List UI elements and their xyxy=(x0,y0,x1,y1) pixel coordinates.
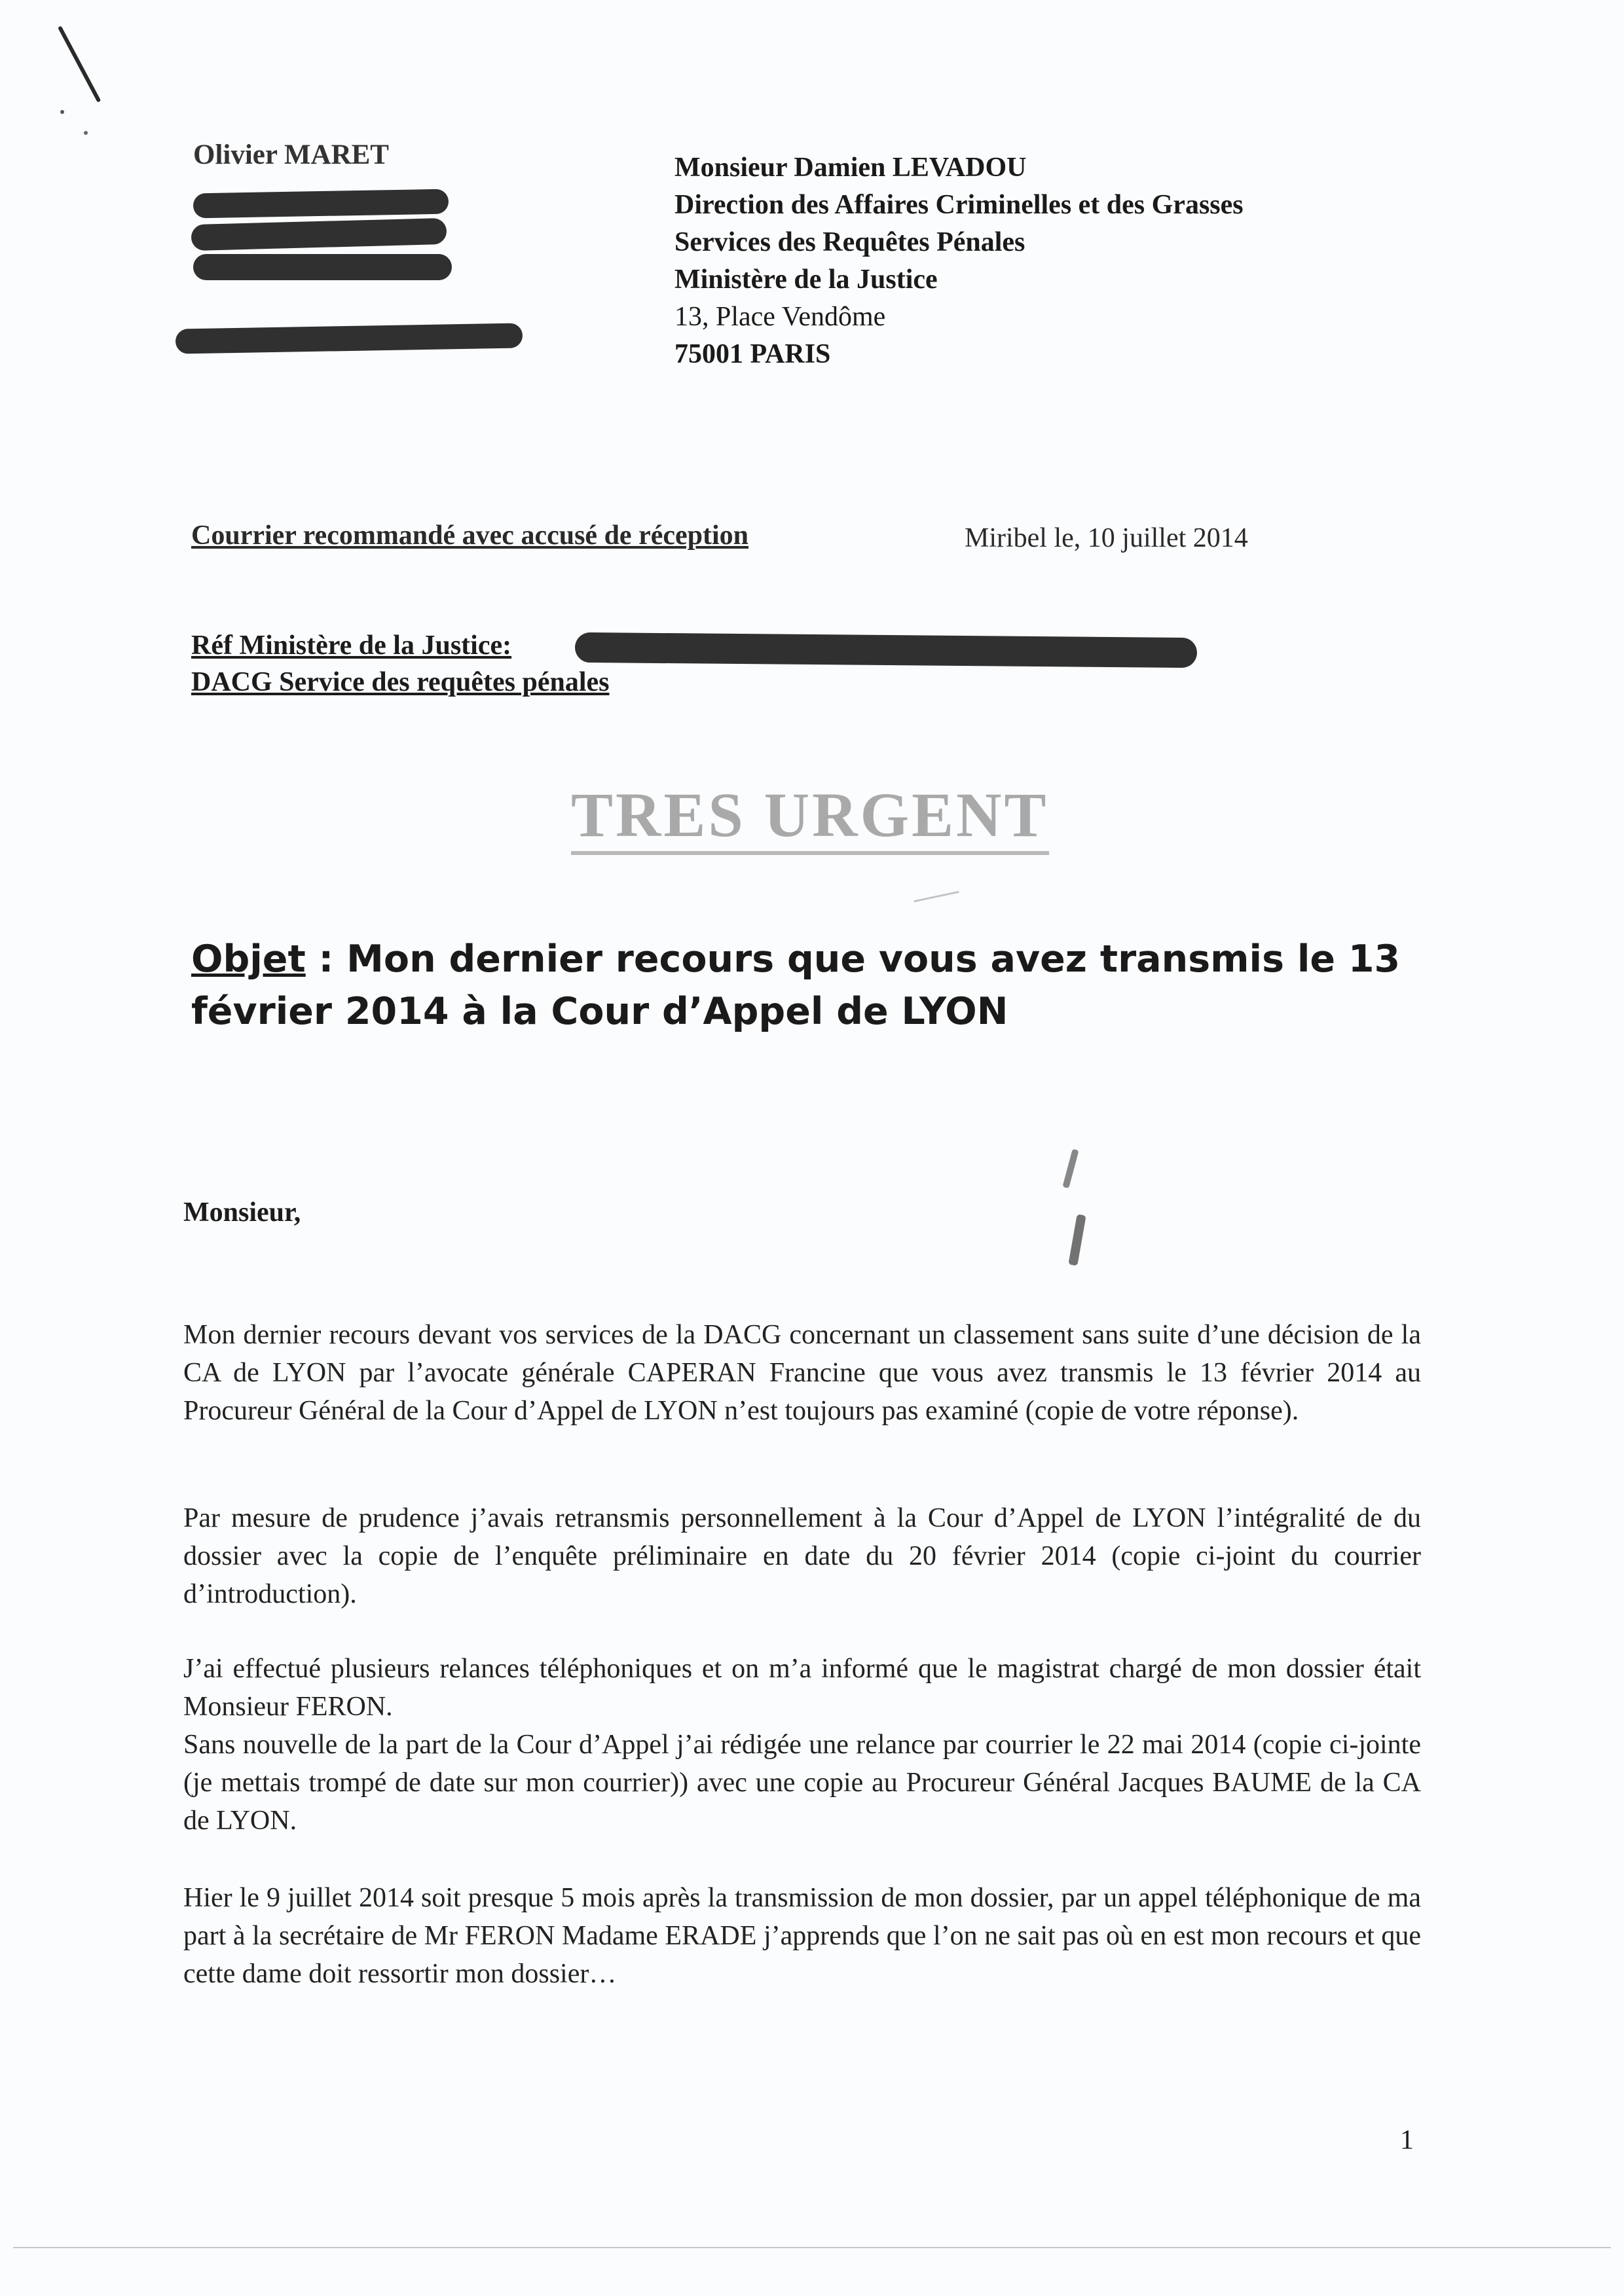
body-paragraph: Sans nouvelle de la part de la Cour d’Appel j’ai rédigée une relance par courrier le 22 mai 2014 (copie ci-jointe (je mettais trompé de date sur mon courrier)) avec une copie au Procureur Général Jacques BAUME de la CA de LYON. xyxy=(183,1730,1421,1836)
recipient-line: Monsieur Damien LEVADOU xyxy=(674,153,1027,183)
sender-name: Olivier MARET xyxy=(193,139,389,170)
scan-mark xyxy=(58,26,101,103)
redacted-address-line xyxy=(193,254,452,280)
recipient-line: Services des Requêtes Pénales xyxy=(674,227,1025,257)
urgent-stamp: TRES URGENT xyxy=(571,779,1049,855)
subject-text: : Mon dernier recours que vous avez transmis le 13 février 2014 à la Cour d’Appel de LYON xyxy=(191,938,1401,1033)
redacted-address-line xyxy=(175,323,523,354)
recipient-address xyxy=(674,149,1244,373)
salutation: Monsieur, xyxy=(183,1197,301,1228)
redacted-reference-number xyxy=(575,632,1197,668)
letter-subject xyxy=(191,933,1435,1038)
scan-dot xyxy=(60,110,64,114)
body-paragraph: J’ai effectué plusieurs relances téléphoniques et on m’a informé que le magistrat chargé de mon dossier était Monsieur FERON. xyxy=(183,1654,1421,1722)
handwritten-mark xyxy=(1062,1149,1079,1189)
body-paragraph: Par mesure de prudence j’avais retransmis personnellement à la Cour d’Appel de LYON l’intégralité de du dossier avec la copie de l’enquête préliminaire en date du 20 février 2014 (copie ci-joint du courrier d’introduction). xyxy=(183,1503,1421,1609)
page-number: 1 xyxy=(1400,2125,1414,2155)
subject-label: Objet xyxy=(191,938,306,981)
recipient-line: Ministère de la Justice xyxy=(674,264,938,295)
stamp-mark xyxy=(913,891,959,902)
redacted-address-line xyxy=(193,189,449,219)
body-paragraph: Mon dernier recours devant vos services de la DACG concernant un classement sans suite d’une décision de la CA de LYON par l’avocate générale CAPERAN Francine que vous avez transmis le 13 février 2014 au Procureur Général de la Cour d’Appel de LYON n’est toujours pas examiné (copie de votre réponse). xyxy=(183,1320,1421,1426)
registered-mail-notice: Courrier recommandé avec accusé de réception xyxy=(191,520,749,551)
recipient-line: 75001 PARIS xyxy=(674,339,831,369)
reference-line: Réf Ministère de la Justice: xyxy=(191,630,512,661)
recipient-line: 13, Place Vendôme xyxy=(674,302,886,332)
scan-dot xyxy=(84,131,88,135)
scan-edge-line xyxy=(13,2247,1611,2248)
recipient-line: Direction des Affaires Criminelles et des Grasses xyxy=(674,190,1244,220)
body-paragraph: Hier le 9 juillet 2014 soit presque 5 mois après la transmission de mon dossier, par un appel téléphonique de ma part à la secrétaire de Mr FERON Madame ERADE j’apprends que l’on ne sait pas où en est mon recours et que cette dame doit ressortir mon dossier… xyxy=(183,1883,1421,1989)
reference-service: DACG Service des requêtes pénales xyxy=(191,667,610,697)
redacted-address-line xyxy=(191,218,447,251)
handwritten-mark xyxy=(1068,1214,1086,1266)
place-date: Miribel le, 10 juillet 2014 xyxy=(965,523,1248,553)
